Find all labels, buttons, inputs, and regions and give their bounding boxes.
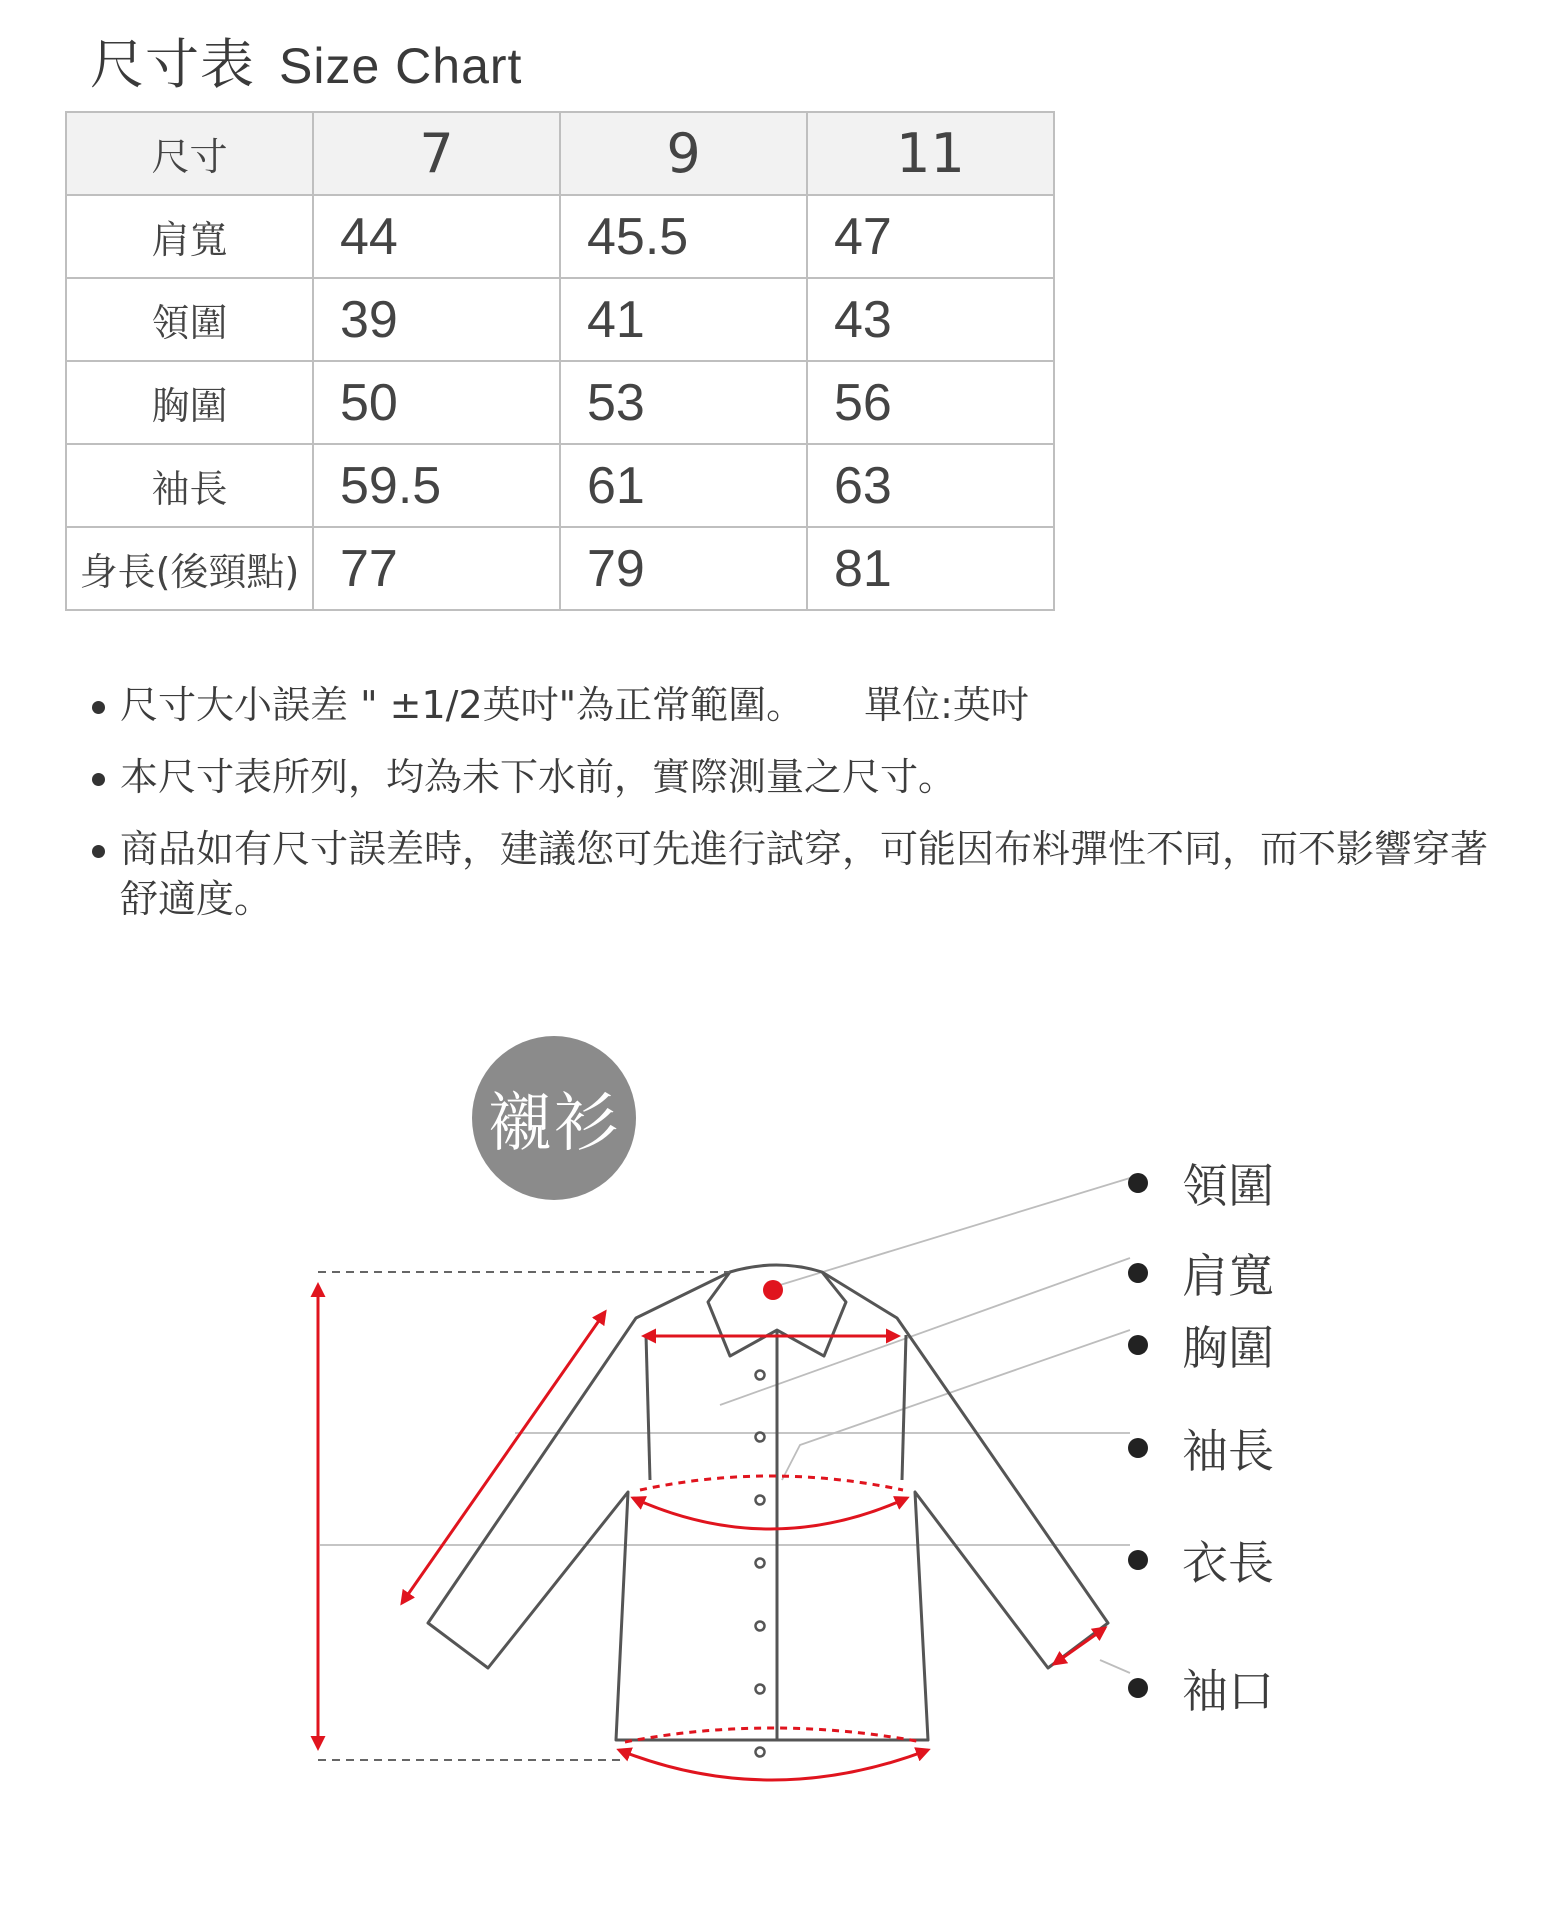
table-row <box>66 361 1054 444</box>
size-table <box>65 111 1055 611</box>
note-text: 本尺寸表所列，均為未下水前，實際測量之尺寸。 <box>120 755 957 799</box>
note-text: 尺寸大小誤差 " ±1/2英吋"為正常範圍。 <box>120 683 805 727</box>
cell-value: 47 <box>807 195 1054 278</box>
cell-value: 39 <box>313 278 560 361</box>
cuff-arrow <box>1054 1628 1105 1664</box>
cell-value: 81 <box>807 527 1054 610</box>
cell-value: 50 <box>313 361 560 444</box>
row-label: 領圍 <box>66 278 313 361</box>
row-label: 身長(後頸點) <box>66 527 313 610</box>
header-size: 11 <box>807 112 1054 195</box>
cell-value: 79 <box>560 527 807 610</box>
legend-label: 領圍 <box>1182 1159 1274 1213</box>
table-row <box>66 278 1054 361</box>
legend-dot <box>1128 1173 1148 1193</box>
legend-chest <box>1128 1312 1274 1378</box>
title-en: Size Chart <box>279 38 523 94</box>
measurement-arrows <box>318 1285 1105 1780</box>
table-row <box>66 527 1054 610</box>
legend-length <box>1128 1527 1274 1593</box>
row-label: 胸圍 <box>66 361 313 444</box>
page-title <box>90 22 522 99</box>
legend-dot <box>1128 1678 1148 1698</box>
cell-value: 77 <box>313 527 560 610</box>
shirt-buttons <box>756 1371 765 1757</box>
notes-list <box>92 680 1492 946</box>
cell-value: 45.5 <box>560 195 807 278</box>
legend-dot <box>1128 1335 1148 1355</box>
note-item <box>92 824 1492 924</box>
guide-lines <box>320 1178 1130 1673</box>
length-extent-lines <box>318 1272 730 1760</box>
cell-value: 43 <box>807 278 1054 361</box>
cell-value: 61 <box>560 444 807 527</box>
header-label: 尺寸 <box>66 112 313 195</box>
legend-label: 胸圍 <box>1182 1321 1274 1375</box>
cell-value: 56 <box>807 361 1054 444</box>
legend-label: 肩寬 <box>1182 1249 1274 1303</box>
chest-back-dashed <box>640 1476 903 1490</box>
cell-value: 41 <box>560 278 807 361</box>
size-table-header <box>66 112 1054 195</box>
chest-arrow <box>633 1498 907 1529</box>
legend-label: 袖長 <box>1182 1424 1274 1478</box>
unit-label: 單位:英吋 <box>864 683 1029 727</box>
cell-value: 53 <box>560 361 807 444</box>
header-size: 9 <box>560 112 807 195</box>
note-text: 商品如有尺寸誤差時，建議您可先進行試穿，可能因布料彈性不同，而不影響穿著舒適度。 <box>120 827 1489 921</box>
cell-value: 63 <box>807 444 1054 527</box>
row-label: 肩寬 <box>66 195 313 278</box>
row-label: 袖長 <box>66 444 313 527</box>
hem-arrow <box>619 1750 928 1780</box>
header-size: 7 <box>313 112 560 195</box>
legend-dot <box>1128 1438 1148 1458</box>
table-row <box>66 444 1054 527</box>
legend-dot <box>1128 1263 1148 1283</box>
legend-label: 衣長 <box>1182 1536 1274 1590</box>
legend-collar <box>1128 1150 1274 1216</box>
cell-value: 44 <box>313 195 560 278</box>
legend-shoulder <box>1128 1240 1274 1306</box>
note-item <box>92 752 1492 802</box>
legend-label: 袖口 <box>1182 1664 1274 1718</box>
legend-dot <box>1128 1550 1148 1570</box>
table-row <box>66 195 1054 278</box>
note-item <box>92 680 1492 730</box>
shirt-diagram <box>0 1000 1557 1900</box>
title-zh: 尺寸表 <box>90 33 255 96</box>
cell-value: 59.5 <box>313 444 560 527</box>
legend-sleeve <box>1128 1415 1274 1481</box>
legend-cuff <box>1128 1655 1274 1721</box>
shirt-badge: 襯衫 <box>472 1036 636 1200</box>
neck-point-marker <box>763 1280 783 1300</box>
